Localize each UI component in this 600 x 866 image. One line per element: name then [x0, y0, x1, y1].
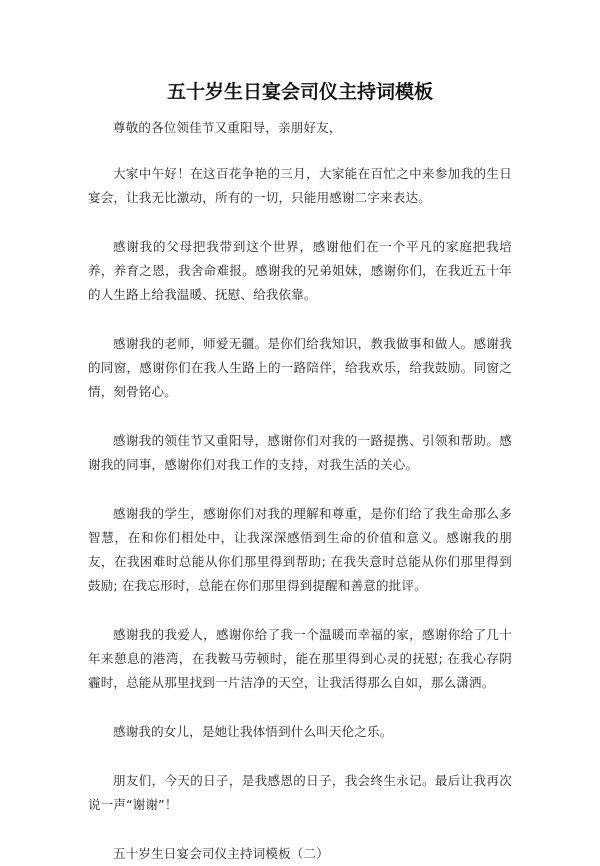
paragraph-leaders: 感谢我的领佳节又重阳导，感谢你们对我的一路提携、引领和帮助。感谢我的同事，感谢你们对我工作的支持，对我生活的关心。 — [88, 433, 512, 472]
paragraph-spouse: 感谢我的我爱人，感谢你给了我一个温暖而幸福的家，感谢你给了几十年来憩息的港湾，在我鞍马劳顿时，能在那里得到心灵的抚慰; 在我心存阴霾时，总能从那里找到一片洁净的天空，让我活得那么自如，那么潇洒。 — [88, 627, 512, 690]
paragraph-teachers: 感谢我的老师，师爱无疆。是你们给我知识，教我做事和做人。感谢我的同窗，感谢你们在我人生路上的一路陪伴，给我欢乐，给我鼓励。同窗之情，刻骨铭心。 — [88, 336, 512, 399]
paragraph-parents: 感谢我的父母把我带到这个世界，感谢他们在一个平凡的家庭把我培养，养育之恩，我舍命难报。感谢我的兄弟姐妹，感谢你们，在我近五十年的人生路上给我温暖、抚慰、给我依靠。 — [88, 239, 512, 302]
paragraph-welcome: 大家中午好！在这百花争艳的三月，大家能在百忙之中来参加我的生日宴会，让我无比激动，所有的一切，只能用感谢二字来表达。 — [88, 166, 512, 205]
paragraph-greeting: 尊敬的各位领佳节又重阳导，亲朋好友， — [113, 120, 342, 135]
paragraph-daughter: 感谢我的女儿，是她让我体悟到什么叫天伦之乐。 — [113, 724, 393, 739]
paragraph-closing: 朋友们，今天的日子，是我感恩的日子，我会终生永记。最后让我再次说一声“谢谢”！ — [88, 773, 512, 812]
paragraph-students-friends: 感谢我的学生，感谢你们对我的理解和尊重，是你们给了我生命那么多智慧，在和你们相处中，让我深深感悟到生命的价值和意义。感谢我的朋友，在我困难时总能从你们那里得到帮助; 在我失意时总能从你们那里得到鼓励; 在我忘形时，总能在你们那里得到提醒和善意的批评。 — [88, 506, 512, 593]
section-heading-two: 五十岁生日宴会司仪主持词模板（二） — [113, 846, 329, 861]
document-title: 五十岁生日宴会司仪主持词模板 — [166, 81, 433, 103]
